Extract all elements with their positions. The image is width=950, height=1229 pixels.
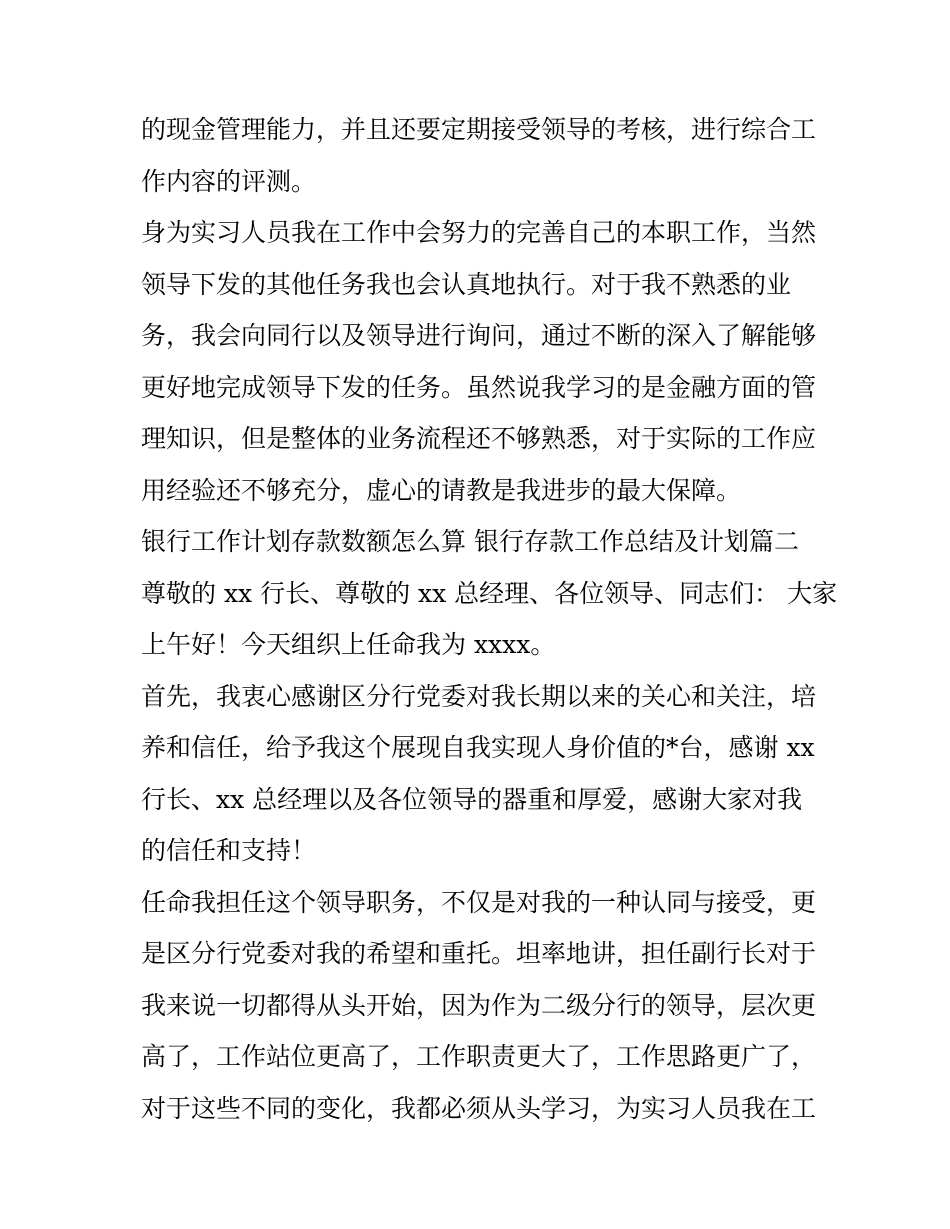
document-body xyxy=(141,104,838,1134)
text-line: 理知识，但是整体的业务流程还不够熟悉，对于实际的工作应 xyxy=(141,424,817,453)
text-line: 更好地完成领导下发的任务。虽然说我学习的是金融方面的管 xyxy=(141,372,817,402)
text-line: 尊敬的 xx 行长、尊敬的 xx 总经理、各位领导、同志们： 大家 xyxy=(141,578,838,608)
text-line: 务，我会向同行以及领导进行询问，通过不断的深入了解能够 xyxy=(141,321,817,350)
text-line: 领导下发的其他任务我也会认真地执行。对于我不熟悉的业 xyxy=(141,269,792,299)
text-line: 是区分行党委对我的希望和重托。坦率地讲，担任副行长对于 xyxy=(141,939,817,968)
text-line: 的信任和支持！ xyxy=(141,836,317,865)
text-line: 的现金管理能力，并且还要定期接受领导的考核，进行综合工 xyxy=(141,115,817,144)
text-line: 行长、xx 总经理以及各位领导的器重和厚爱，感谢大家对我 xyxy=(141,784,803,814)
text-line: 养和信任，给予我这个展现自我实现人身价值的*台，感谢 xx xyxy=(141,733,815,762)
section-heading: 银行工作计划存款数额怎么算 银行存款工作总结及计划篇二 xyxy=(141,527,799,556)
text-line: 首先，我衷心感谢区分行党委对我长期以来的关心和关注，培 xyxy=(141,681,817,711)
text-line: 我来说一切都得从头开始，因为作为二级分行的领导，层次更 xyxy=(141,990,817,1020)
text-line: 对于这些不同的变化，我都必须从头学习，为实习人员我在工 xyxy=(141,1093,817,1123)
text-line: 任命我担任这个领导职务，不仅是对我的一种认同与接受，更 xyxy=(141,887,817,917)
text-line: 用经验还不够充分，虚心的请教是我进步的最大保障。 xyxy=(141,475,742,505)
text-line: 高了，工作站位更高了，工作职责更大了，工作思路更广了， xyxy=(141,1042,817,1071)
text-line: 身为实习人员我在工作中会努力的完善自己的本职工作，当然 xyxy=(141,218,817,247)
text-line: 作内容的评测。 xyxy=(141,166,317,196)
text-line: 上午好！今天组织上任命我为 xxxx。 xyxy=(141,630,556,659)
